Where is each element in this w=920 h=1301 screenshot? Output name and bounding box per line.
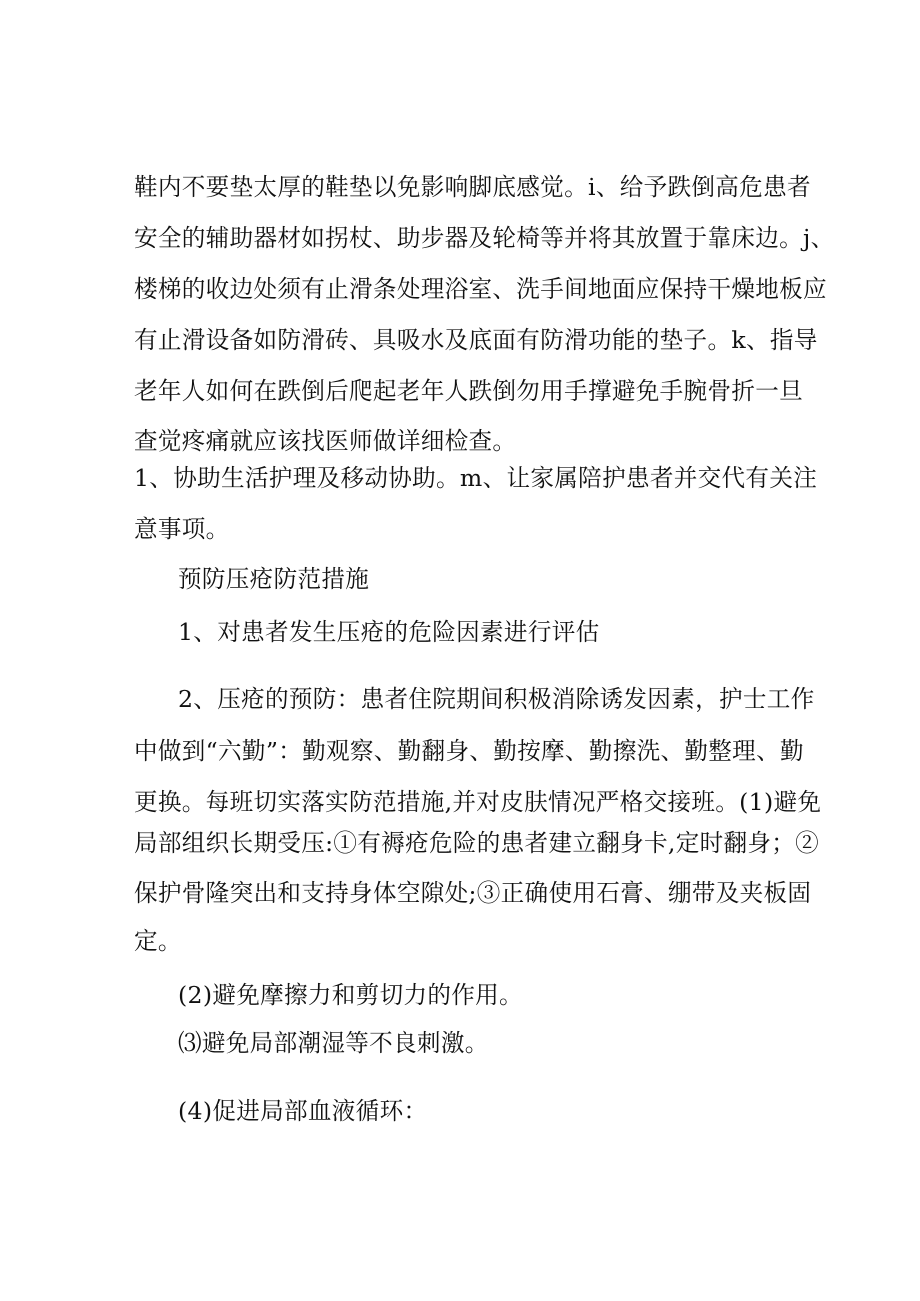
body-text-line: 鞋内不要垫太厚的鞋垫以免影响脚底感觉。i、给予跌倒高危患者 (134, 173, 811, 201)
body-text-line: 楼梯的收边处须有止滑条处理浴室、洗手间地面应保持干燥地板应 (134, 275, 827, 303)
section-heading: 预防压疮防范措施 (178, 565, 370, 593)
body-text-line: 更换。每班切实落实防范措施,并对皮肤情况严格交接班。(1)避免 (134, 788, 822, 816)
body-text-line: 定。 (134, 927, 182, 955)
body-text-line: 保护骨隆突出和支持身体空隙处;③正确使用石膏、绷带及夹板固 (134, 879, 812, 907)
body-text-line: 安全的辅助器材如拐杖、助步器及轮椅等并将其放置于靠床边。j、 (134, 224, 835, 252)
body-text-line: 查觉疼痛就应该找医师做详细检查。 (134, 427, 517, 455)
list-item: ⑶避免局部潮湿等不良刺激。 (178, 1029, 489, 1057)
body-text-line: 1、协助生活护理及移动协助。m、让家属陪护患者并交代有关注 (134, 464, 818, 492)
list-item: 2、压疮的预防：患者住院期间积极消除诱发因素，护士工作 (178, 685, 815, 713)
body-text-line: 老年人如何在跌倒后爬起老年人跌倒勿用手撑避免手腕骨折一旦 (134, 377, 804, 405)
list-item: (4)促进局部血液循环： (178, 1097, 428, 1125)
body-text-line: 中做到“六勤”：勤观察、勤翻身、勤按摩、勤擦洗、勤整理、勤 (134, 737, 804, 765)
body-text-line: 有止滑设备如防滑砖、具吸水及底面有防滑功能的垫子。k、指导 (134, 326, 818, 354)
body-text-line: 局部组织长期受压:①有褥疮危险的患者建立翻身卡,定时翻身；② (134, 829, 820, 857)
list-item: 1、对患者发生压疮的危险因素进行评估 (178, 618, 600, 646)
body-text-line: 意事项。 (134, 515, 230, 543)
list-item: (2)避免摩擦力和剪切力的作用。 (178, 981, 523, 1009)
